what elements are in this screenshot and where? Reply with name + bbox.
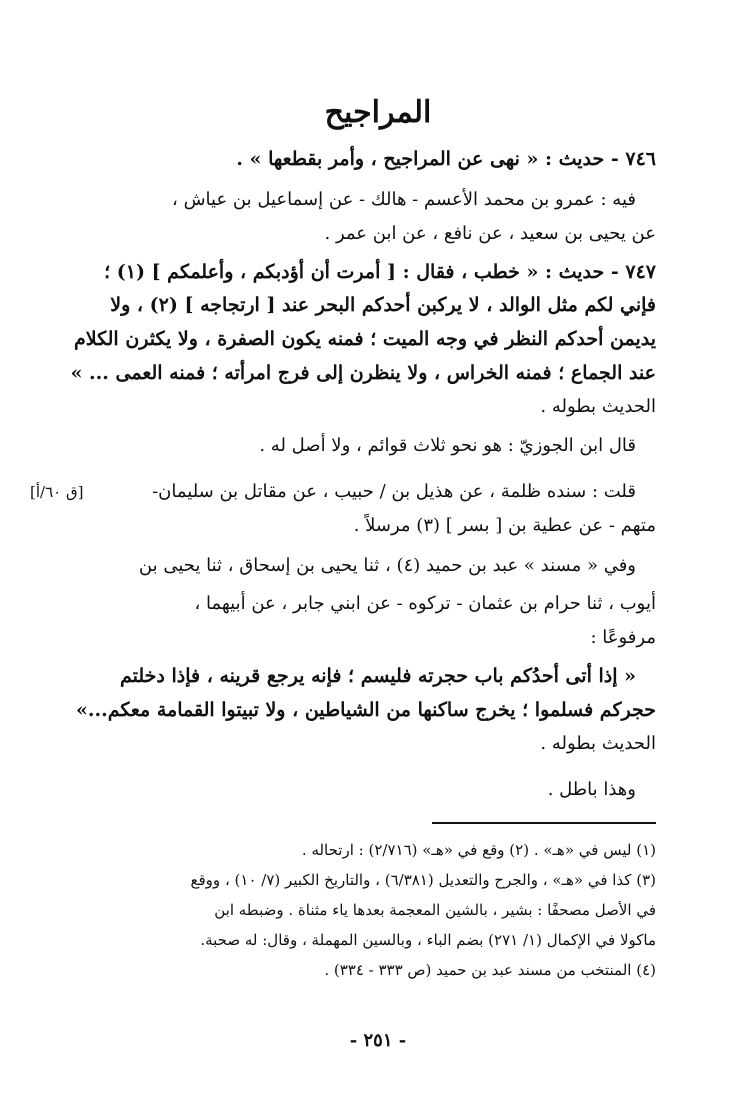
hadith-747-heading: ٧٤٧ - حديث : « خطب ، فقال : [ أمرت أن أؤدبكم ، وأعلمكم ] (١) ؛ — [104, 261, 656, 283]
text-line: فيه : عمرو بن محمد الأعسم - هالك - عن إسماعيل بن عياش ، — [172, 189, 636, 210]
text-line: يديمن أحدكم النظر في وجه الميت ؛ فمنه يكون الصفرة ، ولا يكثرن الكلام — [74, 328, 656, 350]
text-line: حجركم فسلموا ؛ يخرج ساكنها من الشياطين ، ولا تبيتوا القمامة معكم...» — [76, 699, 656, 721]
text-line: مرفوعًا : — [590, 627, 656, 648]
margin-folio-note: [ق ٦٠/أ] — [30, 483, 84, 501]
text-line: الحديث بطوله . — [540, 733, 656, 754]
text-line: عند الجماع ؛ فمنه الخراس ، ولا ينظرن إلى فرج امرأته ؛ فمنه العمى ... » — [70, 362, 656, 384]
hadith-746-heading: ٧٤٦ - حديث : « نهى عن المراجيح ، وأمر بقطعها » . — [236, 148, 656, 170]
text-line: « إذا أتى أحدُكم باب حجرته فليسم ؛ فإنه يرجع قرينه ، فإذا دخلتم — [119, 665, 636, 687]
footnote: ماكولا في الإكمال (١/ ٢٧١) بضم الباء ، وبالسين المهملة ، وقال: له صحبة. — [200, 931, 656, 949]
text-line: الحديث بطوله . — [540, 396, 656, 417]
text-line: قال ابن الجوزيّ : هو نحو ثلاث قوائم ، ولا أصل له . — [259, 435, 636, 456]
text-line: فإني لكم مثل الوالد ، لا يركبن أحدكم البحر عند [ ارتجاجه ] (٢) ، ولا — [110, 294, 656, 316]
footnote: (٣) كذا في «هـ» ، والجرح والتعديل (٦/٣٨١) ، والتاريخ الكبير (٧/ ١٠) ، ووقع — [190, 871, 656, 889]
text-line: قلت : سنده ظلمة ، عن هذيل بن / حبيب ، عن مقاتل بن سليمان- — [152, 481, 636, 502]
chapter-title: المراجيح — [324, 95, 432, 130]
page-number: - ٢٥١ - — [349, 1030, 407, 1051]
footnote: (١) ليس في «هـ» . (٢) وقع في «هـ» (٢/٧١٦) : ارتحاله . — [301, 841, 656, 859]
text-line: أيوب ، ثنا حرام بن عثمان - تركوه - عن ابني جابر ، عن أبيهما ، — [194, 593, 656, 614]
text-line: عن يحيى بن سعيد ، عن نافع ، عن ابن عمر . — [324, 223, 656, 244]
footnote: (٤) المنتخب من مسند عبد بن حميد (ص ٣٣٣ - ٣٣٤) . — [324, 961, 656, 979]
text-line: متهم - عن عطية بن [ بسر ] (٣) مرسلاً . — [353, 515, 656, 536]
text-line: وفي « مسند » عبد بن حميد (٤) ، ثنا يحيى بن إسحاق ، ثنا يحيى بن — [138, 555, 636, 576]
text-line: وهذا باطل . — [547, 779, 636, 800]
footnote: في الأصل مصحفًا : بشير ، بالشين المعجمة بعدها ياء مثناة . وضبطه ابن — [214, 901, 656, 919]
footnote-divider — [432, 822, 656, 824]
